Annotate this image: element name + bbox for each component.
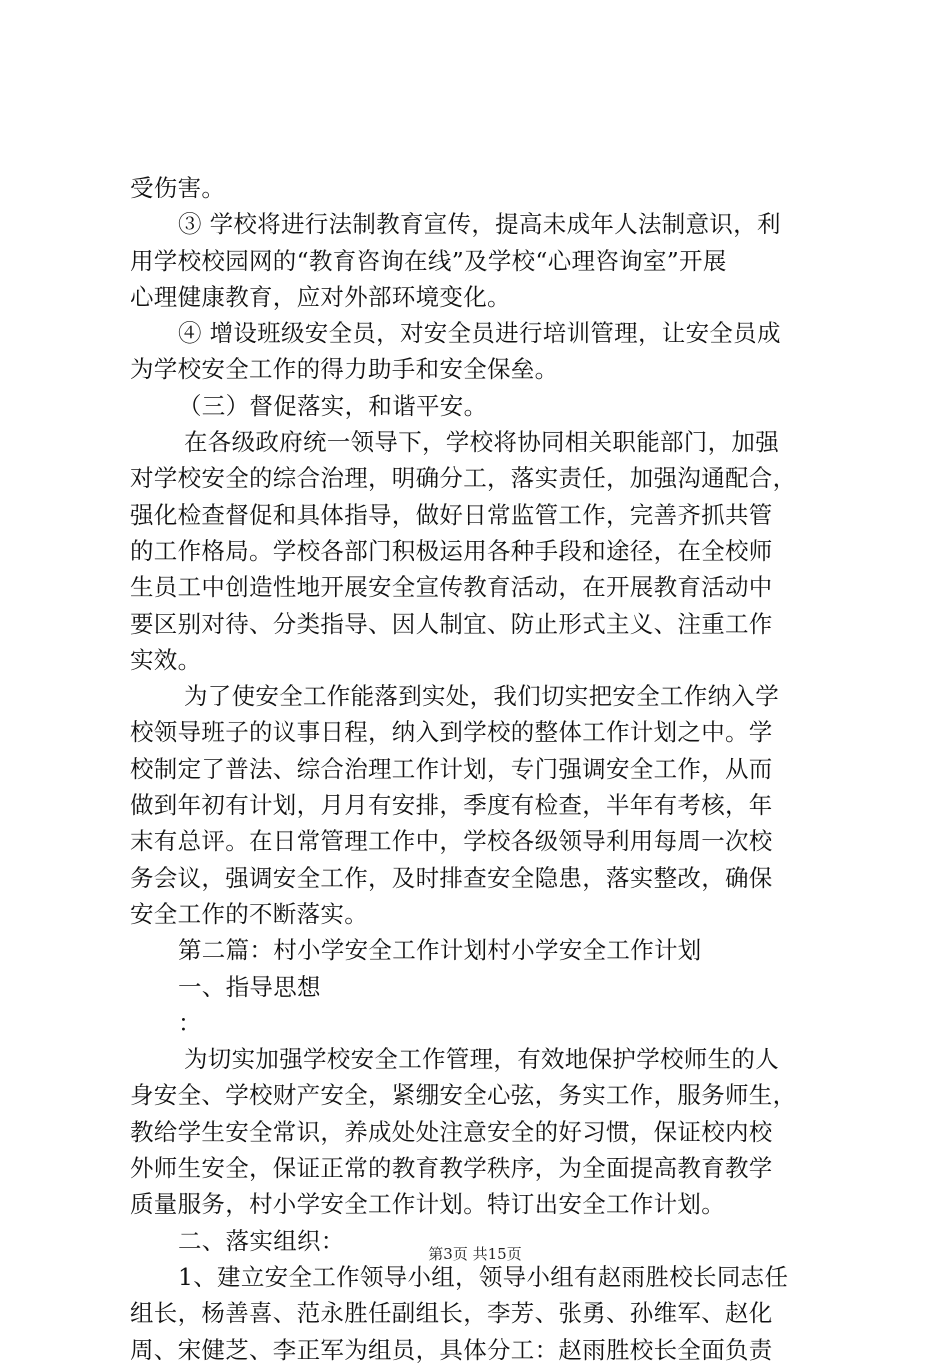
- text-line: 用学校校园网的“教育咨询在线”及学校“心理咨询室”开展: [130, 246, 727, 275]
- text-line: 质量服务，村小学安全工作计划。特订出安全工作计划。: [130, 1190, 725, 1219]
- text-line: 校领导班子的议事日程，纳入到学校的整体工作计划之中。学: [130, 718, 773, 747]
- text-line: ③ 学校将进行法制教育宣传，提高未成年人法制意识，利: [178, 210, 781, 239]
- page-number-footer: 第3页 共15页: [428, 1245, 522, 1263]
- text-line: 强化检查督促和具体指导，做好日常监管工作，完善齐抓共管: [130, 500, 773, 529]
- text-line: ④ 增设班级安全员，对安全员进行培训管理，让安全员成: [178, 319, 781, 348]
- text-line: 对学校安全的综合治理，明确分工，落实责任，加强沟通配合，: [130, 464, 797, 493]
- section-heading: 一、指导思想: [178, 972, 321, 1001]
- text-line: 组长，杨善喜、范永胜任副组长，李芳、张勇、孙维军、赵化: [130, 1299, 773, 1328]
- text-line: 实效。: [130, 645, 202, 674]
- chapter-heading: 第二篇：村小学安全工作计划村小学安全工作计划: [178, 936, 702, 965]
- section-heading: （三）督促落实，和谐平安。: [178, 391, 488, 420]
- text-line: 1、建立安全工作领导小组，领导小组有赵雨胜校长同志任: [178, 1262, 789, 1291]
- text-line: 为了使安全工作能落到实处，我们切实把安全工作纳入学: [184, 682, 779, 711]
- text-line: 务会议，强调安全工作，及时排查安全隐患，落实整改，确保: [130, 863, 773, 892]
- text-line: 要区别对待、分类指导、因人制宜、防止形式主义、注重工作: [130, 609, 773, 638]
- text-line: 周、宋健芝、李正军为组员，具体分工：赵雨胜校长全面负责: [130, 1335, 773, 1364]
- text-line: 教给学生安全常识，养成处处注意安全的好习惯，保证校内校: [130, 1117, 773, 1146]
- text-line: 心理健康教育，应对外部环境变化。: [130, 282, 511, 311]
- text-line: 安全工作的不断落实。: [130, 899, 368, 928]
- text-line: 受伤害。: [130, 174, 226, 202]
- text-line: 做到年初有计划，月月有安排，季度有检查，半年有考核，年: [130, 791, 773, 820]
- text-line: 的工作格局。学校各部门积极运用各种手段和途径，在全校师: [130, 536, 773, 565]
- text-line: 末有总评。在日常管理工作中，学校各级领导利用每周一次校: [130, 827, 773, 856]
- section-heading: 二、落实组织：: [178, 1226, 345, 1255]
- text-line: 在各级政府统一领导下，学校将协同相关职能部门，加强: [184, 428, 779, 457]
- text-line: 外师生安全，保证正常的教育教学秩序，为全面提高教育教学: [130, 1154, 773, 1183]
- text-line: 为学校安全工作的得力助手和安全保垒。: [130, 355, 559, 384]
- document-body: [130, 170, 830, 1368]
- text-line: ：: [178, 1008, 202, 1037]
- text-line: 生员工中创造性地开展安全宣传教育活动，在开展教育活动中: [130, 573, 773, 602]
- text-line: 校制定了普法、综合治理工作计划，专门强调安全工作，从而: [130, 754, 773, 783]
- text-line: 为切实加强学校安全工作管理，有效地保护学校师生的人: [184, 1045, 779, 1074]
- text-line: 身安全、学校财产安全，紧绷安全心弦，务实工作，服务师生，: [130, 1081, 797, 1110]
